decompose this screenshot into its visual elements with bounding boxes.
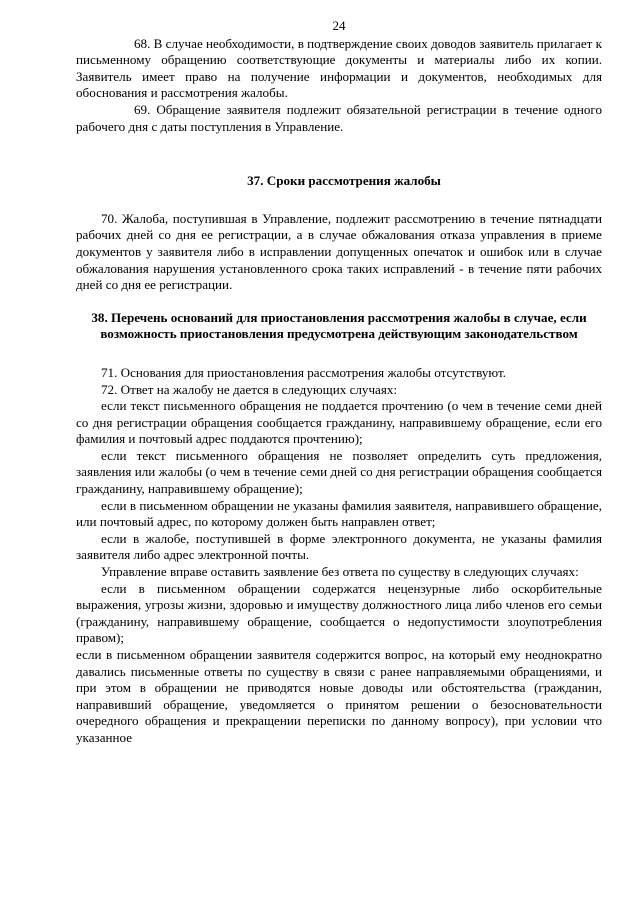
- paragraph-70: 70. Жалоба, поступившая в Управление, подлежит рассмотрению в течение пятнадцати рабочих дней со дня ее регистрации, а в случае обжалования отказа управления в приеме документов у заявителя либо в исправлении допущенных опечаток и ошибок или в случае обжалования нарушения установленного срока таких исправлений - в течение пяти рабочих дней со дня ее регистрации.: [76, 210, 602, 293]
- section-38-heading: 38. Перечень оснований для приостановления рассмотрения жалобы в случае, если возможность приостановления предусмотрена действующим законодательством: [91, 309, 587, 342]
- document-page: [76, 18, 602, 747]
- paragraph-72: 72. Ответ на жалобу не дается в следующих случаях:: [101, 381, 398, 397]
- paragraph-68: 68. В случае необходимости, в подтверждение своих доводов заявитель прилагает к письменному обращению соответствующие документы и материалы либо их копии. Заявитель имеет право на получение информации и документов, необходимых для обоснования и рассмотрения жалобы.: [76, 35, 602, 101]
- may-leave-case-1: если в письменном обращении содержатся нецензурные либо оскорбительные выражения, угрозы жизни, здоровью и имуществу должностного лица либо членов его семьи (гражданину, направившему обращение, сообщается о недопустимости злоупотребления правом);: [76, 580, 602, 646]
- paragraph-right-to-leave: Управление вправе оставить заявление без ответа по существу в следующих случаях:: [101, 564, 579, 580]
- may-leave-case-2: если в письменном обращении заявителя содержится вопрос, на который ему неоднократно давались письменные ответы по существу в связи с ранее направляемыми обращениями, и при этом в обращении не приводятся новые доводы или обстоятельства (гражданин, направивший обращение, уведомляется о принятом решении о безосновательности очередного обращения и прекращении переписки по данному вопросу), при условии что указанное: [76, 647, 602, 745]
- no-answer-case-1: если текст письменного обращения не поддается прочтению (о чем в течение семи дней со дня регистрации обращения сообщается гражданину, направившему обращение, если его фамилия и почтовый адрес поддаются прочтению);: [76, 398, 602, 447]
- page-number: 24: [332, 18, 346, 33]
- no-answer-case-2: если текст письменного обращения не позволяет определить суть предложения, заявления или жалобы (о чем в течение семи дней со дня регистрации обращения сообщается гражданину, направившему обращение);: [76, 447, 602, 497]
- no-answer-case-3: если в письменном обращении не указаны фамилия заявителя, направившего обращение, или почтовый адрес, по которому должен быть направлен ответ;: [76, 497, 602, 530]
- paragraph-71: 71. Основания для приостановления рассмотрения жалобы отсутствуют.: [101, 364, 506, 380]
- no-answer-case-4: если в жалобе, поступившей в форме электронного документа, не указаны фамилия заявителя либо адрес электронной почты.: [76, 530, 602, 563]
- paragraph-69: 69. Обращение заявителя подлежит обязательной регистрации в течение одного рабочего дня с даты поступления в Управление.: [76, 101, 602, 134]
- section-37-heading: 37. Сроки рассмотрения жалобы: [247, 173, 441, 189]
